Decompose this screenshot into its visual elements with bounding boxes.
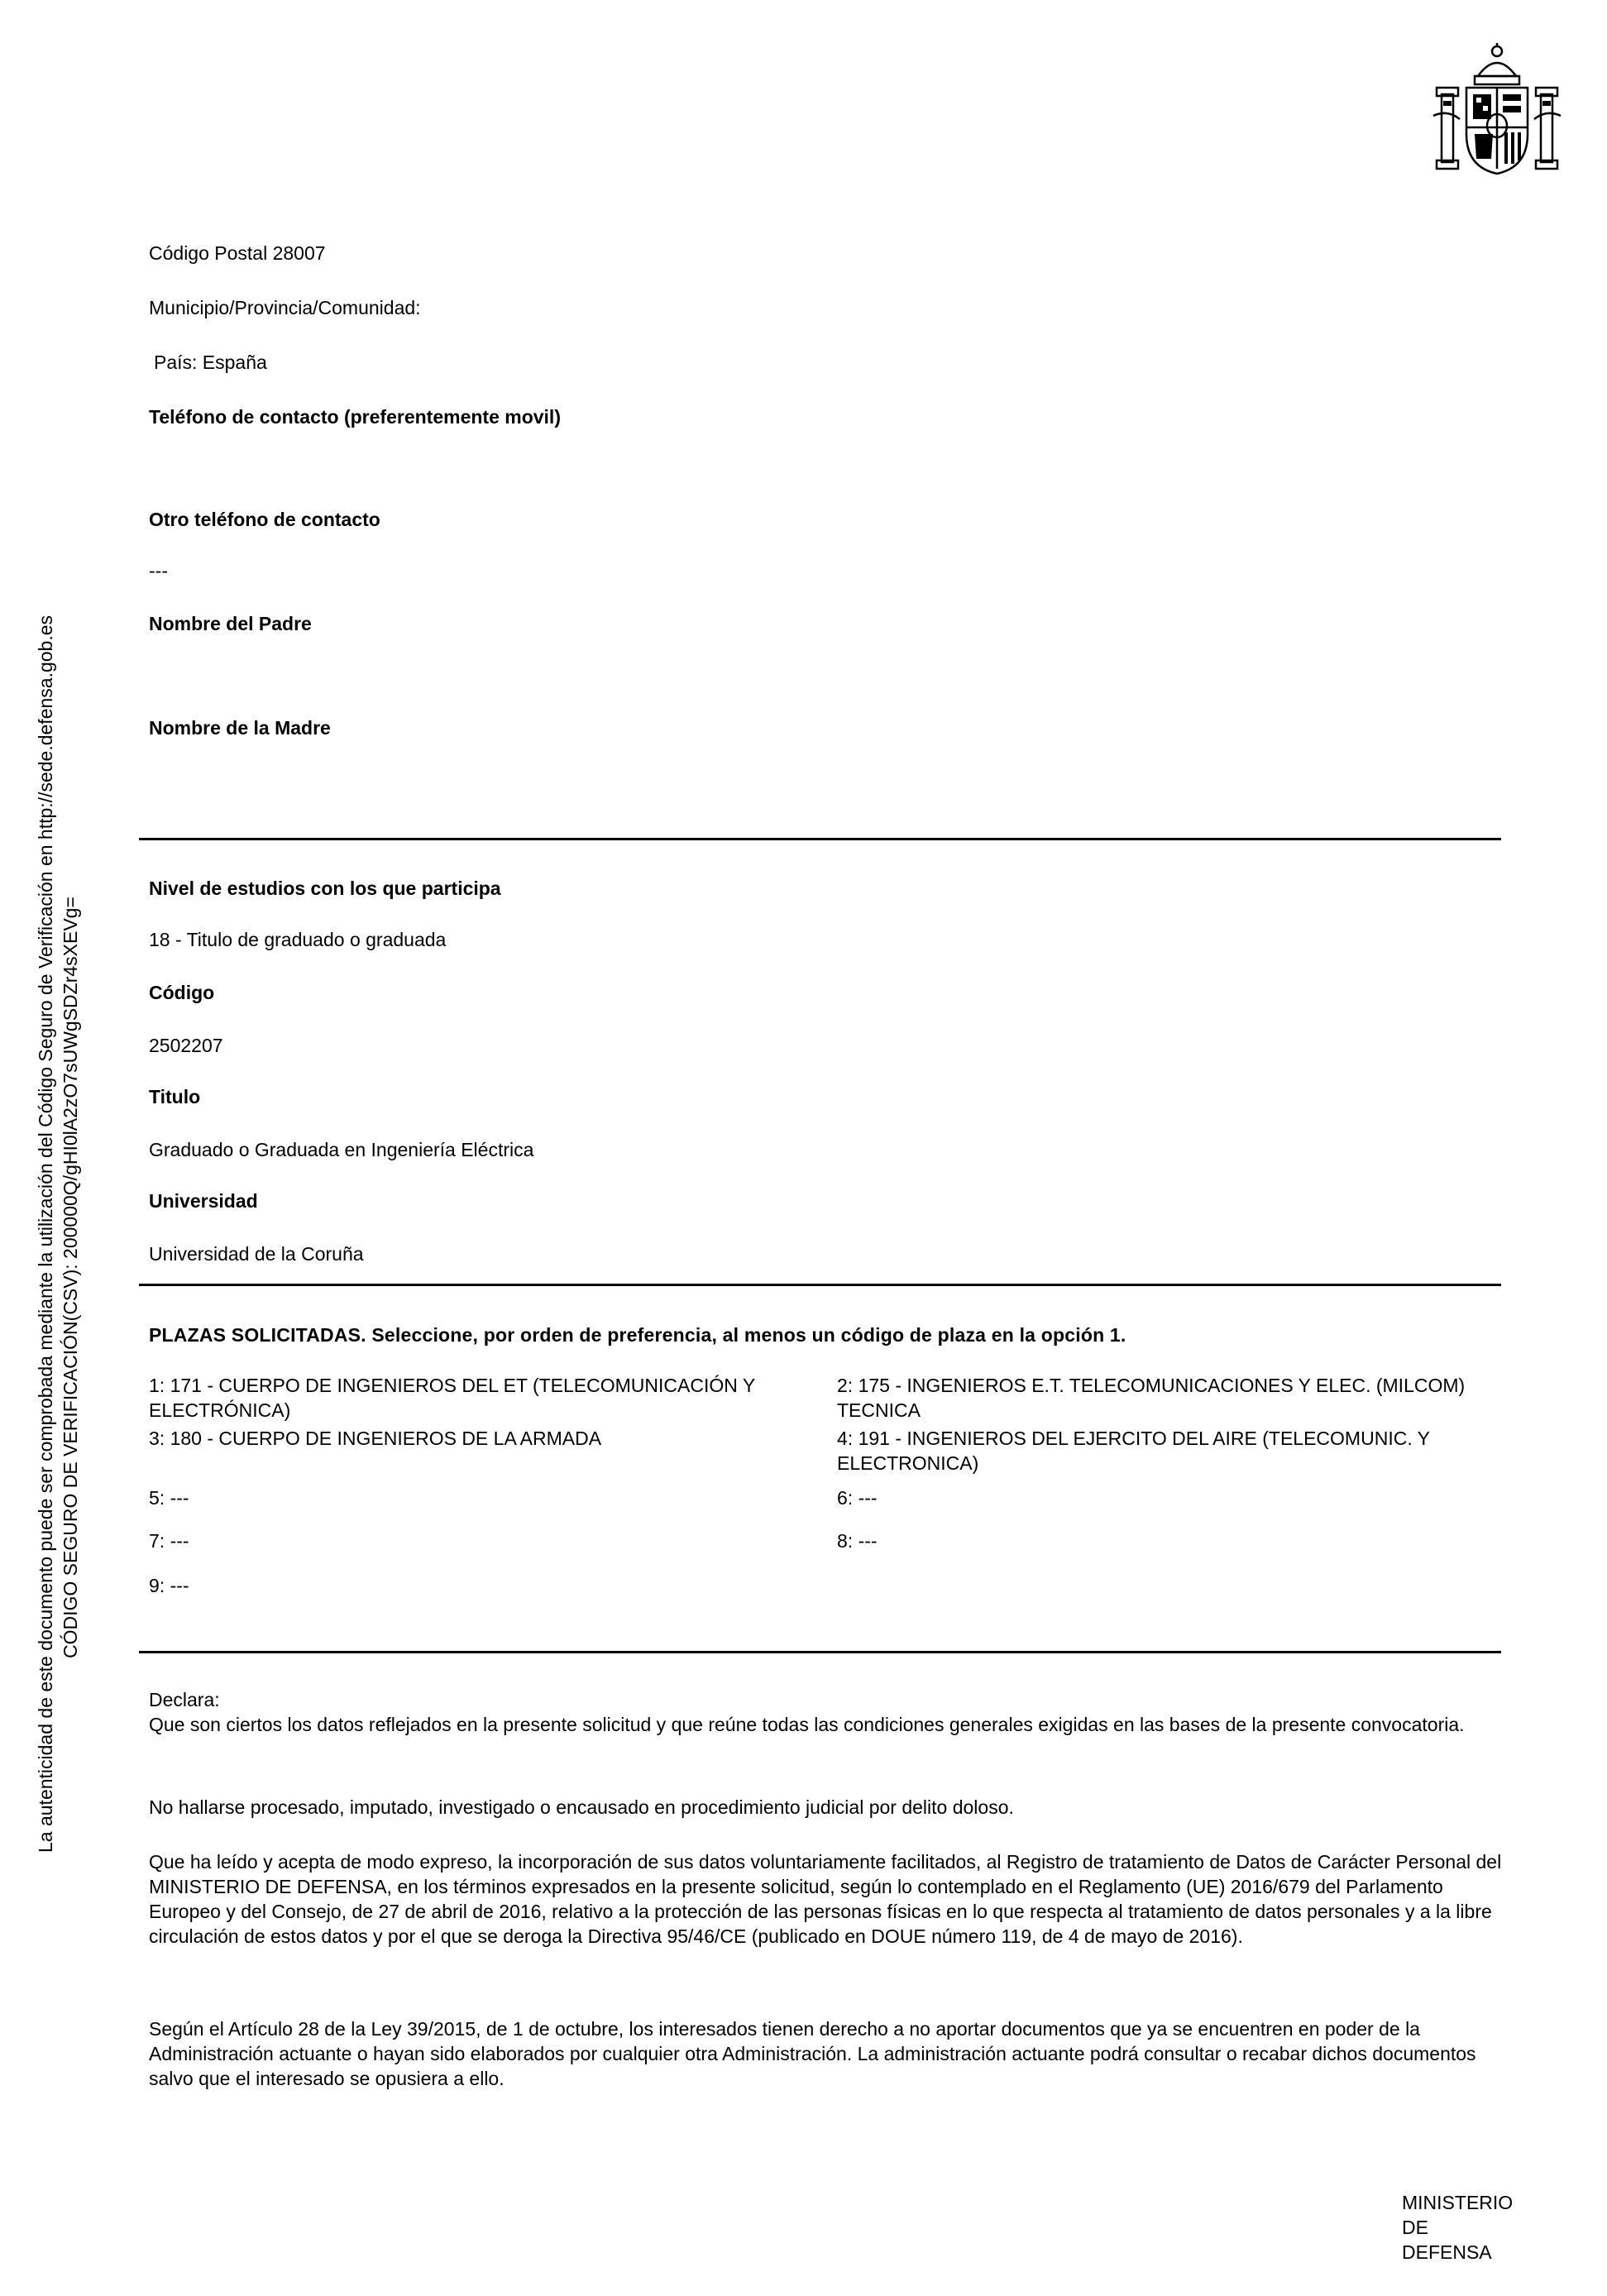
section-divider — [139, 1651, 1501, 1653]
footer-line-3: DEFENSA — [1402, 2241, 1492, 2263]
plaza-item-7: 7: --- — [149, 1530, 189, 1552]
plaza-item-5: 5: --- — [149, 1487, 189, 1509]
plaza-item-8: 8: --- — [837, 1530, 878, 1552]
plaza-item-4: 4: 191 - INGENIEROS DEL EJERCITO DEL AIRE (TELECOMUNIC. Y ELECTRONICA) — [837, 1428, 1430, 1474]
nivel-estudios-label: Nivel de estudios con los que participa — [149, 878, 501, 899]
ministry-footer — [1402, 2190, 1513, 2265]
municipio-label: Municipio/Provincia/Comunidad: — [149, 297, 421, 318]
declara-label: Declara: — [149, 1689, 220, 1710]
plaza-item-3: 3: 180 - CUERPO DE INGENIEROS DE LA ARMADA — [149, 1428, 602, 1449]
plaza-item-2: 2: 175 - INGENIEROS E.T. TELECOMUNICACIONES Y ELEC. (MILCOM) TECNICA — [837, 1375, 1466, 1421]
pais: País: España — [154, 352, 267, 373]
madre-label: Nombre de la Madre — [149, 717, 331, 739]
codigo-postal: Código Postal 28007 — [149, 242, 326, 264]
footer-line-2: DE — [1402, 2217, 1428, 2238]
verification-sidebar — [33, 33, 83, 1853]
verification-line-1: La autenticidad de este documento puede ser comprobada mediante la utilización del Código Seguro de Verificación en http://sede.defensa.gob.es — [35, 615, 56, 1853]
declara-paragraph-4: Según el Artículo 28 de la Ley 39/2015, de 1 de octubre, los interesados tienen derecho a no aportar documentos que ya se encuentren en poder de la Administración actuante o hayan sido elaborados por cualquier otra Administración. La administración actuante podrá consultar o recabar dichos documentos salvo que el interesado se opusiera a ello. — [149, 2018, 1476, 2089]
plaza-item-9: 9: --- — [149, 1575, 189, 1596]
telefono-label: Teléfono de contacto (preferentemente movil) — [149, 406, 561, 428]
codigo-label: Código — [149, 982, 215, 1003]
nivel-estudios-value: 18 - Titulo de graduado o graduada — [149, 929, 447, 950]
otro-telefono-value: --- — [149, 560, 168, 581]
declara-paragraph-1: Que son ciertos los datos reflejados en la presente solicitud y que reúne todas las condiciones generales exigidas en las bases de la presente convocatoria. — [149, 1714, 1465, 1735]
declara-paragraph-2: No hallarse procesado, imputado, investigado o encausado en procedimiento judicial por delito doloso. — [149, 1796, 1014, 1818]
codigo-value: 2502207 — [149, 1035, 223, 1056]
universidad-label: Universidad — [149, 1190, 258, 1212]
coat-of-arms-of-spain-icon — [1427, 43, 1567, 179]
declara-paragraph-3: Que ha leído y acepta de modo expreso, la incorporación de sus datos voluntariamente facilitados, al Registro de tratamiento de Datos de Carácter Personal del MINISTERIO DE DEFENSA, en los términos expresados en la presente solicitud, según lo contemplado en el Reglamento (UE) 2016/679 del Parlamento Europeo y del Consejo, de 27 de abril de 2016, relativo a la protección de las personas físicas en lo que respecta al tratamiento de datos personales y a la libre circulación de estos datos y por el que se deroga la Directiva 95/46/CE (publicado en DOUE número 119, de 4 de mayo de 2016). — [149, 1851, 1502, 1947]
otro-telefono-label: Otro teléfono de contacto — [149, 509, 380, 530]
universidad-value: Universidad de la Coruña — [149, 1243, 364, 1265]
titulo-value: Graduado o Graduada en Ingeniería Eléctrica — [149, 1139, 534, 1160]
plaza-item-1: 1: 171 - CUERPO DE INGENIEROS DEL ET (TELECOMUNICACIÓN Y ELECTRÓNICA) — [149, 1375, 755, 1421]
plazas-heading: PLAZAS SOLICITADAS. Seleccione, por orden de preferencia, al menos un código de plaza en la opción 1. — [149, 1324, 1126, 1346]
titulo-label: Titulo — [149, 1086, 201, 1107]
section-divider — [139, 838, 1501, 840]
footer-line-1: MINISTERIO — [1402, 2192, 1514, 2213]
verification-line-2: CÓDIGO SEGURO DE VERIFICACIÓN(CSV): 200000Q/gHI0lA2zO7sUWgSDZr4sXEVg= — [60, 897, 81, 1658]
padre-label: Nombre del Padre — [149, 613, 312, 634]
section-divider — [139, 1284, 1501, 1286]
plaza-item-6: 6: --- — [837, 1487, 878, 1509]
